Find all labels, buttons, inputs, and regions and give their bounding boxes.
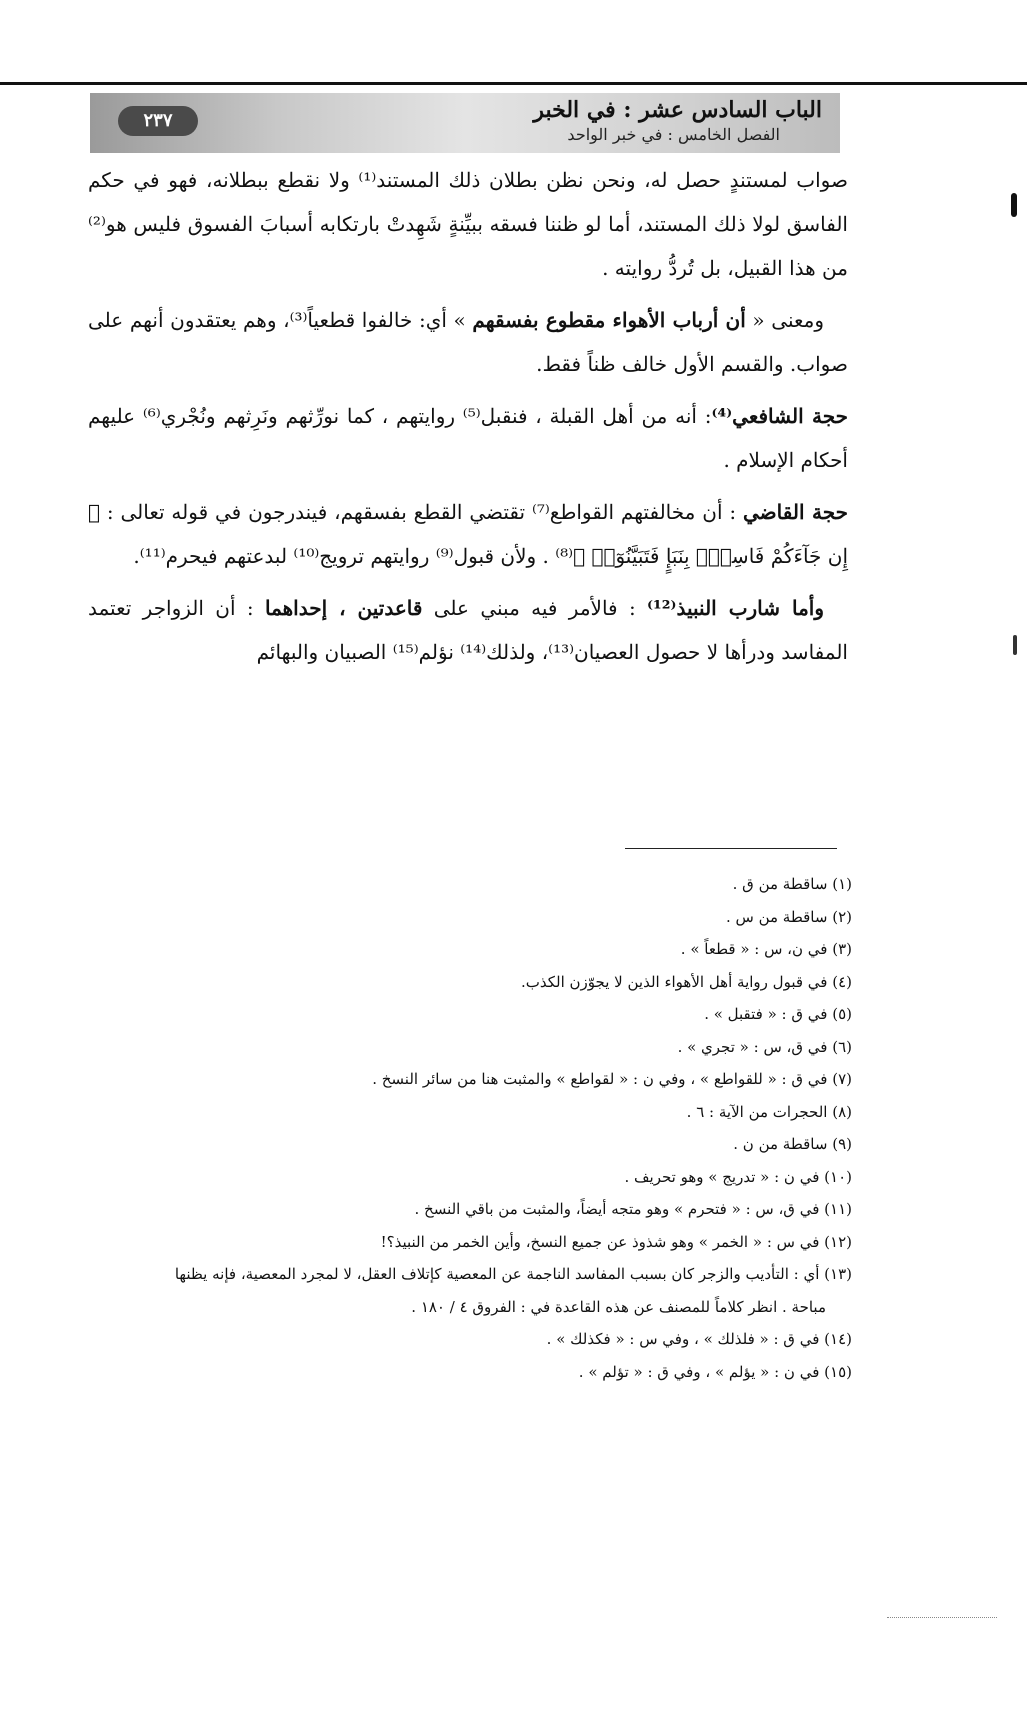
footnote-separator: [625, 848, 837, 849]
footnote: (١٢) في س : « الخمر » وهو شذوذ عن جميع النسخ، وأين الخمر من النبيذ؟!: [380, 1232, 852, 1251]
chapter-title: الباب السادس عشر : في الخبر: [533, 97, 822, 123]
paragraph-1: صواب لمستندٍ حصل له، ونحن نظن بطلان ذلك المستند⁽¹⁾ ولا نقطع ببطلانه، فهو في حكم الفاسق لولا ذلك المستند، أما لو ظننا فسقه ببيِّنةٍ شَهِدتْ بارتكابه أسبابَ الفسوق فليس هو⁽²⁾ من هذا القبيل، بل تُردُّ روايته .: [88, 168, 848, 280]
p4-text: : أن مخالفتهم القواطع⁽⁷⁾ تقتضي القطع بفسقهم، فيندرجون في قوله تعالى : ﴿ إِن جَآءَكُمْ فَاسِقُۢ بِنَبَإٍ فَتَبَيَّنُوٓا۟ ﴾⁽⁸⁾ . ولأن قبول⁽⁹⁾ روايتهم ترويج⁽¹⁰⁾ لبدعتهم فيحرم⁽¹¹⁾.: [88, 500, 848, 568]
paragraph-3: [88, 394, 848, 482]
paragraph-5: [88, 586, 848, 674]
paragraph-2: [88, 298, 848, 386]
footnote: (٧) في ق : « للقواطع » ، وفي ن : « لقواطع » والمثبت هنا من سائر النسخ .: [372, 1070, 852, 1088]
p5-mid: : فالأمر فيه مبني على: [422, 596, 648, 620]
footnote: (٢) ساقطة من س .: [725, 907, 852, 926]
footnotes: [92, 868, 852, 1388]
page-number: ٢٣٧: [118, 106, 198, 136]
main-text: [88, 158, 848, 682]
p3-text: : أنه من أهل القبلة ، فنقبل⁽⁵⁾ روايتهم ، كما نورِّثهم ونَرِثهم ونُجْري⁽⁶⁾ عليهم أحكام الإسلام .: [88, 404, 848, 472]
footnote: (٤) في قبول رواية أهل الأهواء الذين لا يجوّزن الكذب.: [520, 972, 852, 991]
p2-post: » أي: خالفوا قطعياً⁽³⁾، وهم يعتقدون أنهم على صواب. والقسم الأول خالف ظناً فقط.: [88, 308, 848, 376]
footnote: (٨) الحجرات من الآية : ٦ .: [686, 1102, 852, 1121]
paragraph-4: [88, 490, 848, 578]
footnote: (٥) في ق : « فتقبل » .: [704, 1005, 852, 1023]
footnote: (١٠) في ن : « تدريج » وهو تحريف .: [624, 1167, 852, 1186]
section-title: الفصل الخامس : في خبر الواحد: [567, 125, 780, 144]
footnote: (١) ساقطة من ق .: [732, 875, 852, 893]
footnote: (٣) في ن، س : « قطعاً » .: [680, 940, 852, 958]
p2-bold: أن أرباب الأهواء مقطوع بفسقهم: [472, 308, 746, 332]
p5-text: : أن الزواجر تعتمد المفاسد ودرأها لا حصول العصيان⁽¹³⁾، ولذلك⁽¹⁴⁾ نؤلم⁽¹⁵⁾ الصبيان والبهائم: [88, 596, 848, 664]
footnote: (١١) في ق، س : « فتحرم » وهو متجه أيضاً، والمثبت من باقي النسخ .: [414, 1200, 852, 1218]
footnote: (٦) في ق، س : « تجري » .: [677, 1037, 852, 1056]
p4-heading: حجة القاضي: [742, 500, 848, 524]
scan-artifact: [887, 1617, 997, 1619]
footnote: (١٣) أي : التأديب والزجر كان بسبب المفاسد الناجمة عن المعصية كإتلاف العقل، لا لمجرد المعصية، فإنه يظنها: [174, 1265, 852, 1283]
footnote: (١٤) في ق : « فلذلك » ، وفي س : « فكذلك » .: [546, 1330, 852, 1348]
footnote-continuation: مباحة . انظر كلاماً للمصنف عن هذه القاعدة في : الفروق ٤ / ١٨٠ .: [411, 1297, 826, 1316]
scan-margin-mark: [1011, 193, 1017, 217]
scan-margin-mark: [1013, 635, 1017, 655]
p3-heading: حجة الشافعي⁽⁴⁾: [711, 404, 849, 428]
footnote: (١٥) في ن : « يؤلم » ، وفي ق : « تؤلم » .: [578, 1362, 852, 1381]
running-header: [90, 93, 840, 153]
p5-heading: وأما شارب النبيذ⁽¹²⁾: [647, 596, 824, 620]
p2-pre: ومعنى «: [745, 308, 824, 332]
top-rule: [0, 82, 1027, 85]
footnote: (٩) ساقطة من ن .: [733, 1135, 852, 1153]
p5-bold2: قاعدتين ، إحداهما: [264, 596, 423, 620]
